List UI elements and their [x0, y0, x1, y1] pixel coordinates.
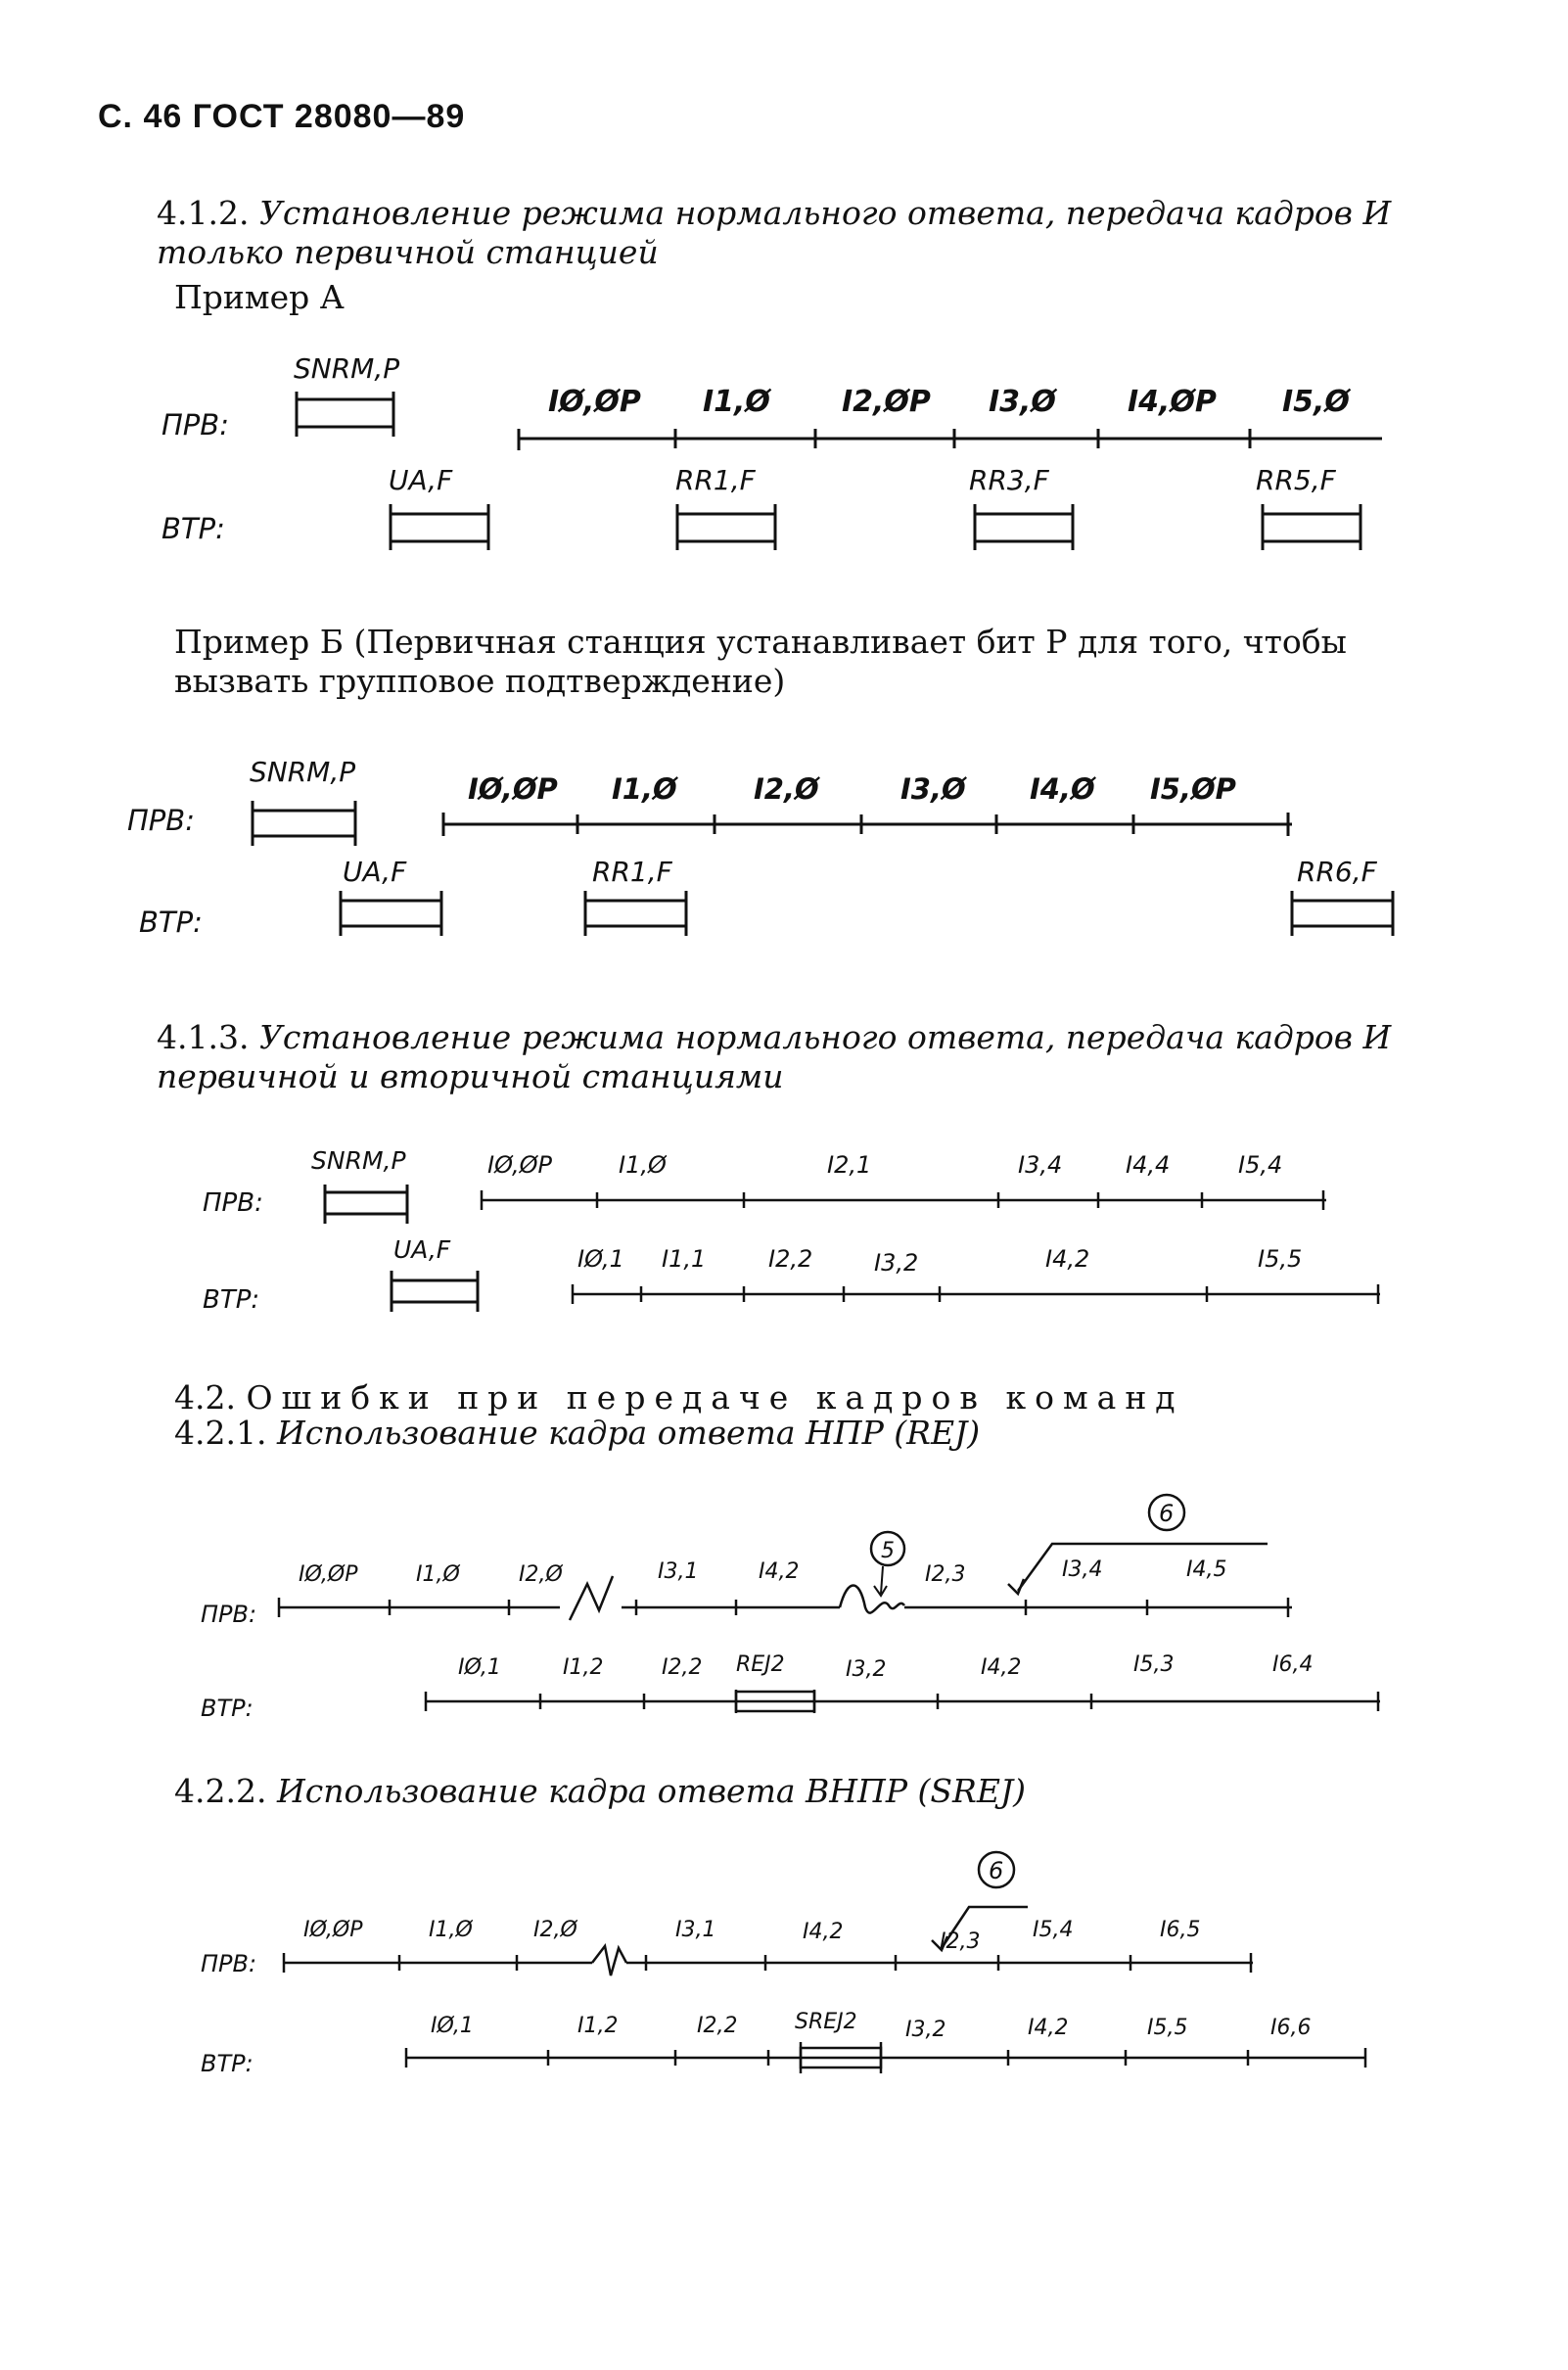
box-label-srej: SREJ2 — [795, 2010, 857, 2034]
vtr-frame-boxes — [341, 891, 1393, 936]
station-label-vtr: ВТР: — [139, 906, 203, 939]
frame-label: I5,4 — [1033, 1918, 1074, 1942]
section-number: 4.1.2. — [157, 194, 250, 232]
box-label-snrm: SNRM,P — [311, 1146, 406, 1175]
section-number: 4.2.2. — [174, 1772, 267, 1810]
snrm-frame-box — [325, 1185, 407, 1224]
frame-label: I2,Ø — [533, 1918, 577, 1942]
frame-label: IØ,ØP — [487, 1151, 552, 1179]
section-4-1-2-heading — [157, 194, 1458, 272]
section-number: 4.1.3. — [157, 1018, 250, 1056]
example-a-label: Пример А — [174, 278, 345, 316]
section-title: Использование кадра ответа ВНПР (SREJ) — [276, 1772, 1027, 1810]
station-label-vtr: ВТР: — [201, 2050, 254, 2077]
frame-label: I1,Ø — [703, 385, 770, 419]
marker-6-text: 6 — [989, 1857, 1004, 1884]
frame-label: I1,Ø — [612, 772, 677, 806]
marker-5-text: 5 — [881, 1539, 895, 1563]
frame-label: IØ,ØP — [303, 1918, 363, 1942]
frame-label: I4,2 — [1028, 2016, 1069, 2040]
frame-label: I2,Ø — [519, 1562, 563, 1587]
example-b-label: Пример Б — [174, 623, 344, 661]
frame-label: I5,5 — [1147, 2016, 1188, 2040]
frame-label: I3,1 — [675, 1918, 716, 1942]
frame-label: IØ,1 — [431, 2014, 474, 2038]
example-b-note: (Первичная станция устанавливает бит Р для того, чтобы вызвать групповое подтверждение) — [174, 623, 1347, 700]
frame-label: IØ,ØP — [468, 772, 558, 806]
frame-label: IØ,ØP — [548, 385, 641, 419]
section-4-2-heading — [174, 1378, 1184, 1417]
snrm-frame-box — [297, 392, 393, 437]
frame-label: I2,2 — [768, 1245, 813, 1273]
frame-label: I4,2 — [1045, 1245, 1090, 1273]
frame-label: I2,2 — [697, 2014, 738, 2038]
frame-label: I5,ØP — [1150, 772, 1236, 806]
frame-label: I6,5 — [1160, 1918, 1201, 1942]
box-label-ua: UA,F — [343, 856, 407, 888]
frame-label: I2,1 — [827, 1151, 872, 1179]
box-label-ua: UA,F — [389, 464, 453, 496]
frame-label: I4,Ø — [1030, 772, 1095, 806]
diagram-4-2-2-srej — [0, 1840, 1568, 2095]
frame-label: I2,3 — [940, 1929, 981, 1954]
section-title: Установление режима нормального ответа, передача кадров И первичной и вторичной станциями — [157, 1018, 1392, 1095]
prv-timeline — [284, 1946, 1253, 1975]
frame-label: I2,2 — [662, 1655, 703, 1680]
section-title: Использование кадра ответа НПР (REJ) — [276, 1414, 981, 1452]
frame-label: I6,6 — [1270, 2016, 1312, 2040]
frame-label: I2,ØP — [842, 385, 931, 419]
frame-label: I4,ØP — [1128, 385, 1217, 419]
frame-label: I2,3 — [925, 1562, 966, 1587]
frame-label: I4,2 — [803, 1920, 844, 1944]
frame-label: I3,Ø — [989, 385, 1056, 419]
box-label-snrm: SNRM,P — [294, 352, 400, 385]
box-label-rr1: RR1,F — [675, 464, 756, 496]
vtr-timeline — [406, 2042, 1365, 2073]
diagram-4-1-3 — [0, 1145, 1568, 1331]
frame-label: I3,2 — [874, 1249, 919, 1277]
frame-label: I4,2 — [759, 1559, 800, 1584]
section-title: Установление режима нормального ответа, передача кадров И только первичной станцией — [157, 194, 1392, 271]
frame-label: I3,1 — [658, 1559, 699, 1584]
station-label-vtr: ВТР: — [203, 1285, 260, 1315]
station-label-vtr: ВТР: — [161, 512, 225, 545]
box-label-rej: REJ2 — [736, 1652, 785, 1677]
frame-label: I3,Ø — [900, 772, 966, 806]
box-label-rr6: RR6,F — [1297, 856, 1377, 888]
box-label-rr5: RR5,F — [1256, 464, 1336, 496]
section-title: Ошибки при передаче кадров команд — [246, 1378, 1184, 1417]
section-number: 4.2. — [174, 1378, 236, 1417]
frame-label: I3,2 — [846, 1657, 887, 1682]
station-label-prv: ПРВ: — [201, 1950, 257, 1977]
frame-label: I3,4 — [1062, 1557, 1103, 1582]
frame-label: I5,3 — [1133, 1652, 1175, 1677]
section-4-2-2-heading — [174, 1772, 1026, 1811]
frame-label: I4,5 — [1186, 1557, 1227, 1582]
frame-label: I1,1 — [662, 1245, 707, 1273]
section-4-2-1-heading — [174, 1414, 980, 1453]
frame-label: I1,2 — [577, 2014, 619, 2038]
station-label-prv: ПРВ: — [127, 804, 195, 837]
retransmit-pointer — [1018, 1544, 1268, 1591]
example-b-paragraph — [174, 623, 1456, 701]
frame-label: I5,4 — [1238, 1151, 1283, 1179]
box-label-rr1: RR1,F — [592, 856, 672, 888]
frame-label: I6,4 — [1272, 1652, 1314, 1677]
box-label-rr3: RR3,F — [969, 464, 1049, 496]
marker-6-text: 6 — [1159, 1500, 1175, 1527]
snrm-frame-box — [253, 801, 355, 846]
frame-label: I2,Ø — [754, 772, 819, 806]
box-label-ua: UA,F — [393, 1235, 451, 1264]
frame-label: I1,Ø — [416, 1562, 460, 1587]
station-label-vtr: ВТР: — [201, 1695, 254, 1722]
frame-label: I1,2 — [563, 1655, 604, 1680]
section-number: 4.2.1. — [174, 1414, 267, 1452]
diagram-4-2-1-rej — [0, 1488, 1568, 1743]
station-label-prv: ПРВ: — [201, 1601, 257, 1628]
frame-label: I3,2 — [905, 2018, 946, 2042]
frame-label: I4,4 — [1126, 1151, 1171, 1179]
frame-label: I1,Ø — [429, 1918, 473, 1942]
page-header: С. 46 ГОСТ 28080—89 — [98, 98, 466, 135]
frame-label: I5,5 — [1258, 1245, 1303, 1273]
frame-label: IØ,1 — [458, 1655, 501, 1680]
diagram-example-b — [0, 754, 1568, 959]
frame-label: I3,4 — [1018, 1151, 1063, 1179]
vtr-timeline — [426, 1690, 1380, 1713]
station-label-prv: ПРВ: — [161, 408, 229, 441]
ua-frame-box — [392, 1271, 478, 1312]
marker-5-arrow — [874, 1566, 887, 1596]
frame-label: I4,2 — [981, 1655, 1022, 1680]
frame-label: IØ,1 — [577, 1245, 624, 1273]
box-label-snrm: SNRM,P — [250, 756, 356, 788]
diagram-example-a — [0, 343, 1568, 578]
pointer-arrowhead — [1008, 1579, 1024, 1594]
frame-label: IØ,ØP — [299, 1562, 358, 1587]
section-4-1-3-heading — [157, 1018, 1458, 1096]
frame-label: I5,Ø — [1282, 385, 1350, 419]
vtr-frame-boxes — [391, 504, 1360, 550]
frame-label: I1,Ø — [619, 1151, 667, 1179]
station-label-prv: ПРВ: — [203, 1188, 263, 1218]
